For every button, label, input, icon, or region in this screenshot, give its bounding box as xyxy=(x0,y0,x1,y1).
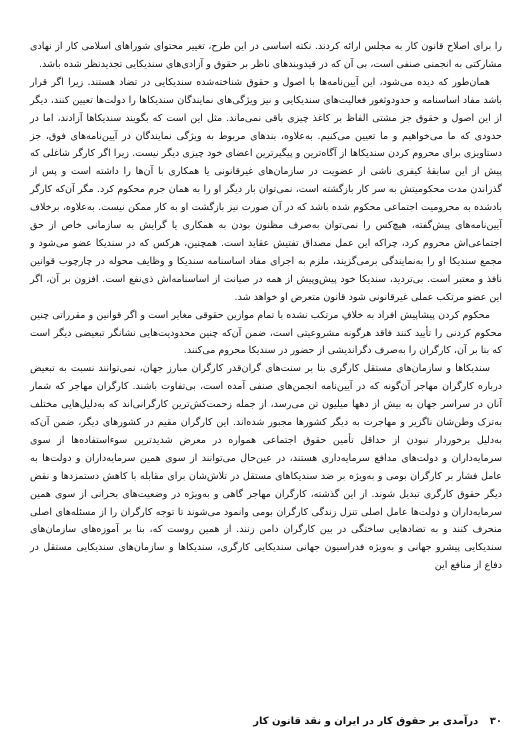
running-title: درآمدی بر حقوق کار در ایران و نقد قانون کار xyxy=(253,716,479,727)
paragraph: را برای اصلاح قانون کار به مجلس ارائه کردند. نکته اساسی در این طرح، تغییر محتوای شوراهای اسلامی کار از نهادی مشارکتی به انجمنی صنفی است، بی آن که در قیدوبندهای ناظر بر حقوق و آزادی‌های سندیکایی تجدیدنظر شده باشد. xyxy=(30,41,502,70)
paragraph: محکوم کردن پیشاپیش افراد به خلافِ مرتکب نشده با تمام موازین حقوقی مغایر است و اگر قوانین و مقرراتی چنین محکوم کردنی را تأیید کنند فاقد هرگونه مشروعیتی است، ضمن آن‌که چنین محدودیت‌هایی نشانگر تبعیضی دیگر است که بنا بر آن، کارگران را به‌صرف دگراندیشی از حضور در سندیکا محروم می‌کنند. xyxy=(30,309,502,357)
paragraph: سندیکاها و سازمان‌های مستقل کارگری بنا بر سنت‌های گران‌قدر کارگران مبارز جهان، نمی‌توانند نسبت به تبعیض درباره کارگران مهاجر آن‌گونه که در آیین‌نامه انجمن‌های صنفی آمده است، بی‌تفاوت باشند. کارگران مهاجر که شمار آنان در سراسر جهان به بیش از دهها میلیون تن می‌رسد، از جمله زحمت‌کش‌ترین کارگرانی‌اند که به‌دلیل‌هایی مختلف به‌ترک وطن‌شان ناگزیر و مهاجرت به دیگر کشورها مجبور شده‌اند. این کارگران مقیم در کشورهای دیگر، ضمن آن‌که به‌دلیل برخوردار نبودن از حداقل تأمین حقوق اجتماعی همواره در معرض شدیدترین سوءاستفاده‌ها از سوی سرمایه‌داران و دولت‌های مدافع سرمایه‌داری هستند، در عین‌حال می‌توانند از سوی همین سرمایه‌داران و دولت‌ها به عامل فشار بر کارگران بومی و به‌ویژه بر ضد سندیکاهای مستقل در تلاش‌شان برای مقابله با کاهش دستمزدها و نقض دیگر حقوق کارگری تبدیل شوند. از این گذشته، کارگران مهاجر گاهی و به‌ویژه در وضعیت‌های بحرانی از سوی همین سرمایه‌داران و دولت‌ها عامل اصلی تنزل زندگی کارگران بومی وانمود می‌شوند تا توجه کارگران را از مسئله‌های اصلی منحرف کنند و به تضادهایی ساختگی در بین کارگران دامن زنند. از همین روست که، بنا بر آموزه‌های سازمان‌های سندیکایی پیشرو جهانی و به‌ویژه فدراسیون جهانی سندیکایی کارگری، سندیکاها و سازمان‌های سندیکایی مستقل در دفاع از منافع این xyxy=(30,363,502,572)
paragraph: همان‌طور که دیده می‌شود، این آیین‌نامه‌ها با اصول و حقوق شناخته‌شده سندیکایی در تضاد هستند. زیرا اگر قرار باشد مفاد اساسنامه و حدودوثغور فعالیت‌های سندیکایی و نیز ویژگی‌های نمایندگان سندیکاها را دولت‌ها تعیین کنند، دیگر از این اصول و حقوق جز مشتی الفاظ بر کاغذ چیزی باقی نمی‌ماند. مثل این است که بگویند سندیکاها آزادند، اما در حدودی که ما می‌خواهیم و ما تعیین می‌کنیم. به‌علاوه، بندهای مربوط به ویژگی نمایندگان در آیین‌نامه‌های فوق، جز دستاویزی برای محروم کردن سندیکاها از آگاه‌ترین و پیگیرترین اعضای خود چیزی دیگر نیست. زیرا اگر کارگر شاغلی که پیش از این سابقهٔ کیفری ناشی از عضویت در سازمان‌های غیرقانونی یا همکاری با آن‌ها را داشته است و پس از گذراندن مدت محکومیتش به سر کار بازگشته است، نمی‌توان بار دیگر او را به همان جرم محکوم کرد. مگر آن‌که کارگر بادشده به محرومیت اجتماعی محکوم شده باشد که در آن صورت نیز بازگشت او به کار ممکن نیست. به‌علاوه، برخلاف آیین‌نامه‌های پیش‌گفته، هیچ‌کس را نمی‌توان به‌صرف مظنون بودن به همکاری یا گرایش به سازمانی خاص از حق اجتماعی‌اش محروم کرد، چراکه این عمل مصداق تفتیش عقاید است. همچنین، هرکس که در سندیکا عضو می‌شود و مجمع سندیکا او را به‌نمایندگی برمی‌گزیند، ملزم به اجرای مفاد اساسنامه سندیکا و وظایف محوله در چارچوب قوانین نافذ و معتبر است. بی‌تردید، سندیکا خود پیش‌وپیش از همه در صیانت از اساسنامه‌اش ذی‌نفع است. افزون بر آن، اگر این عضو مرتکب عملی غیرقانونی شود قانون متعرض او خواهد شد. xyxy=(30,76,502,303)
page-footer xyxy=(253,716,502,727)
body-text xyxy=(30,38,502,575)
page-number: ۳۰ xyxy=(489,716,502,727)
